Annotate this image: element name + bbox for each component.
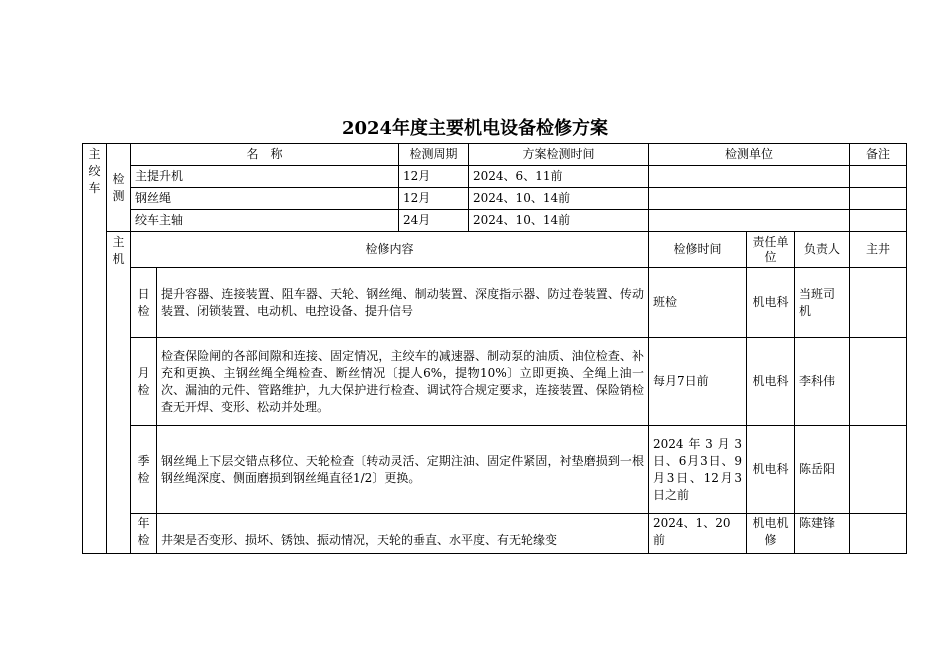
maint-time: 2024年3月3日、6月3日、9月3日、12月3日之前 <box>649 426 747 514</box>
inspect-header-row <box>83 144 907 166</box>
maint-extra <box>850 338 907 426</box>
maint-content: 提升容器、连接装置、阻车器、天轮、钢丝绳、制动装置、深度指示器、防过卷装置、传动装置、闭锁装置、电动机、电控设备、提升信号 <box>157 268 649 338</box>
inspect-name: 钢丝绳 <box>131 188 399 210</box>
header-name: 名 称 <box>131 144 399 166</box>
maint-person: 陈岳阳 <box>795 426 850 514</box>
inspect-cycle: 24月 <box>399 210 469 232</box>
maint-time: 2024、1、20前 <box>649 514 747 554</box>
table-row <box>83 166 907 188</box>
header-person: 负责人 <box>795 232 850 268</box>
inspect-cycle: 12月 <box>399 188 469 210</box>
maint-unit: 机电科 <box>747 338 795 426</box>
inspect-note <box>850 166 907 188</box>
maint-unit: 机电机修 <box>747 514 795 554</box>
header-unit: 检测单位 <box>649 144 850 166</box>
inspect-note <box>850 188 907 210</box>
maint-extra <box>850 426 907 514</box>
header-content: 检修内容 <box>131 232 649 268</box>
maint-type: 月检 <box>131 338 157 426</box>
header-cycle: 检测周期 <box>399 144 469 166</box>
maint-header-row <box>83 232 907 268</box>
header-maint-time: 检修时间 <box>649 232 747 268</box>
maint-content: 检查保险闸的各部间隙和连接、固定情况，主绞车的减速器、制动泵的油质、油位检查、补充和更换、主钢丝绳全绳检查、断丝情况〔提人6%，提物10%〕立即更换、全绳上油一次、漏油的元件、管路维护，九大保护进行检查、调试符合规定要求，连接装置、保险销检查无开焊、变形、松动并处理。 <box>157 338 649 426</box>
maint-unit: 机电科 <box>747 268 795 338</box>
inspect-cycle: 12月 <box>399 166 469 188</box>
inspect-name: 绞车主轴 <box>131 210 399 232</box>
header-resp-unit: 责任单位 <box>747 232 795 268</box>
maint-time: 班检 <box>649 268 747 338</box>
table-row <box>83 268 907 338</box>
maint-person: 陈建锋 <box>795 514 850 554</box>
table-row <box>83 188 907 210</box>
table-row <box>83 210 907 232</box>
maint-type: 季检 <box>131 426 157 514</box>
inspect-unit <box>649 188 850 210</box>
section-inspection: 检测 <box>107 144 131 232</box>
maint-type: 日检 <box>131 268 157 338</box>
table-row <box>83 338 907 426</box>
maint-extra <box>850 514 907 554</box>
header-note: 备注 <box>850 144 907 166</box>
maint-person: 李科伟 <box>795 338 850 426</box>
maintenance-table <box>82 143 907 554</box>
section-main-winch: 主绞车 <box>83 144 107 554</box>
section-main-unit: 主机 <box>107 232 131 554</box>
table-row <box>83 514 907 554</box>
maint-extra <box>850 268 907 338</box>
maint-person: 当班司机 <box>795 268 850 338</box>
maint-type: 年检 <box>131 514 157 554</box>
maint-content: 钢丝绳上下层交错点移位、天轮检查〔转动灵活、定期注油、固定件紧固，衬垫磨损到一根钢丝绳深度、侧面磨损到钢丝绳直径1/2〕更换。 <box>157 426 649 514</box>
inspect-unit <box>649 210 850 232</box>
table-row <box>83 426 907 514</box>
header-time: 方案检测时间 <box>469 144 649 166</box>
maint-content: 井架是否变形、损坏、锈蚀、振动情况，天轮的垂直、水平度、有无轮缘变 <box>157 514 649 554</box>
page-title: 2024年度主要机电设备检修方案 <box>341 118 609 139</box>
inspect-note <box>850 210 907 232</box>
header-extra: 主井 <box>850 232 907 268</box>
maint-unit: 机电科 <box>747 426 795 514</box>
inspect-time: 2024、6、11前 <box>469 166 649 188</box>
inspect-name: 主提升机 <box>131 166 399 188</box>
maint-time: 每月7日前 <box>649 338 747 426</box>
inspect-time: 2024、10、14前 <box>469 210 649 232</box>
inspect-unit <box>649 166 850 188</box>
inspect-time: 2024、10、14前 <box>469 188 649 210</box>
